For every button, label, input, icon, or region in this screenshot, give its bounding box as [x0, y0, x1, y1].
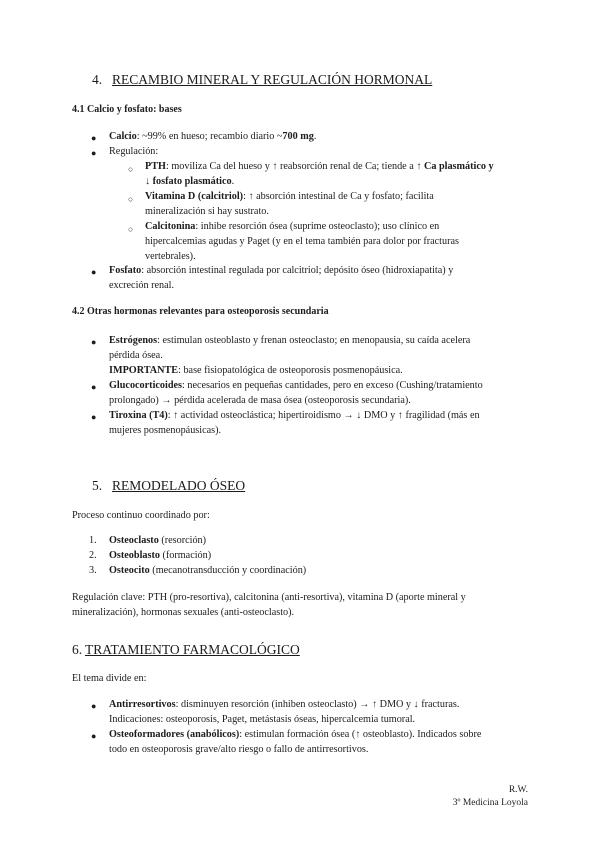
ordered-item: 2. Osteoblasto (formación)	[89, 550, 212, 561]
list-item-calcio: Calcio: ~99% en hueso; recambio diario ~700 mg.	[109, 131, 317, 142]
page-footer	[453, 784, 528, 810]
section-title: TRATAMIENTO FARMACOLÓGICO	[85, 642, 300, 657]
section-number: 4.	[92, 72, 103, 87]
bullet-disc: ●	[91, 267, 97, 277]
bullet-circle: ○	[128, 194, 134, 204]
subheading-4-2: 4.2 Otras hormonas relevantes para osteoporosis secundaria	[72, 306, 329, 317]
sublist-item-pth: PTH: moviliza Ca del hueso y ↑ reabsorción renal de Ca; tiende a ↑ Ca plasmático y ↓ fosfato plasmático.	[145, 161, 494, 187]
bullet-circle: ○	[128, 164, 134, 174]
bullet-disc: ●	[91, 412, 97, 422]
list-item-fosfato: Fosfato: absorción intestinal regulada por calcitriol; depósito óseo (hidroxiapatita) y excreción renal.	[109, 265, 454, 291]
bullet-disc: ●	[91, 337, 97, 347]
section-number: 5.	[92, 478, 103, 493]
bullet-disc: ●	[91, 133, 97, 143]
ordered-item: 3. Osteocito (mecanotransducción y coordinación)	[89, 565, 307, 576]
bullet-disc: ●	[91, 148, 97, 158]
section-5-heading	[92, 478, 245, 494]
section-5-key-regulation: Regulación clave: PTH (pro-resortiva), calcitonina (anti-resortiva), vitamina D (aporte mineral y mineralización), hormonas sexuales (anti-osteoclasto).	[72, 592, 466, 618]
section-number: 6.	[72, 642, 83, 657]
ordered-item: 1. Osteoclasto (resorción)	[89, 535, 207, 546]
section-title: REMODELADO ÓSEO	[112, 478, 246, 493]
section-6-heading	[72, 642, 300, 658]
section-5-intro: Proceso continuo coordinado por:	[72, 510, 210, 521]
sublist-item-calcitonina: Calcitonina: inhibe resorción ósea (suprime osteoclasto); uso clínico en hipercalcemias agudas y Paget (y en el tema también para dolor por fracturas vertebrales).	[145, 221, 459, 262]
bullet-circle: ○	[128, 224, 134, 234]
section-6-intro: El tema divide en:	[72, 673, 147, 684]
list-item-tiroxina: Tiroxina (T4): ↑ actividad osteoclástica; hipertiroidismo → ↓ DMO y ↑ fragilidad (más en mujeres posmenopáusicas).	[109, 410, 480, 436]
bullet-disc: ●	[91, 382, 97, 392]
sublist-item-vitamina-d: Vitamina D (calcitriol): ↑ absorción intestinal de Ca y fosfato; facilita mineralización si hay sustrato.	[145, 191, 434, 217]
list-item-estrogenos: Estrógenos: estimulan osteoblasto y frenan osteoclasto; en menopausia, su caída acelera pérdida ósea. IMPORTANTE: base fisiopatológica de osteoporosis posmenopáusica.	[109, 335, 471, 376]
list-item-antirresortivos: Antirresortivos: disminuyen resorción (inhiben osteoclasto) → ↑ DMO y ↓ fracturas. Indicaciones: osteoporosis, Paget, metástasis óseas, hipercalcemia tumoral.	[109, 699, 460, 725]
bullet-disc: ●	[91, 701, 97, 711]
footer-initials: R.W.	[508, 785, 528, 795]
list-item-glucocorticoides: Glucocorticoides: necesarios en pequeñas cantidades, pero en exceso (Cushing/tratamiento prolongado) → pérdida acelerada de masa ósea (osteoporosis secundaria).	[109, 380, 483, 406]
list-item-regulacion: Regulación:	[109, 146, 159, 157]
section-title: RECAMBIO MINERAL Y REGULACIÓN HORMONAL	[112, 72, 433, 87]
list-item-osteoformadores: Osteoformadores (anabólicos): estimulan formación ósea (↑ osteoblasto). Indicados sobre todo en osteoporosis grave/alto riesgo o fallo de antirresortivos.	[109, 729, 482, 755]
subheading-4-1: 4.1 Calcio y fosfato: bases	[72, 104, 182, 115]
section-4-heading	[92, 72, 432, 88]
footer-course: 3º Medicina Loyola	[452, 798, 528, 808]
bullet-disc: ●	[91, 731, 97, 741]
